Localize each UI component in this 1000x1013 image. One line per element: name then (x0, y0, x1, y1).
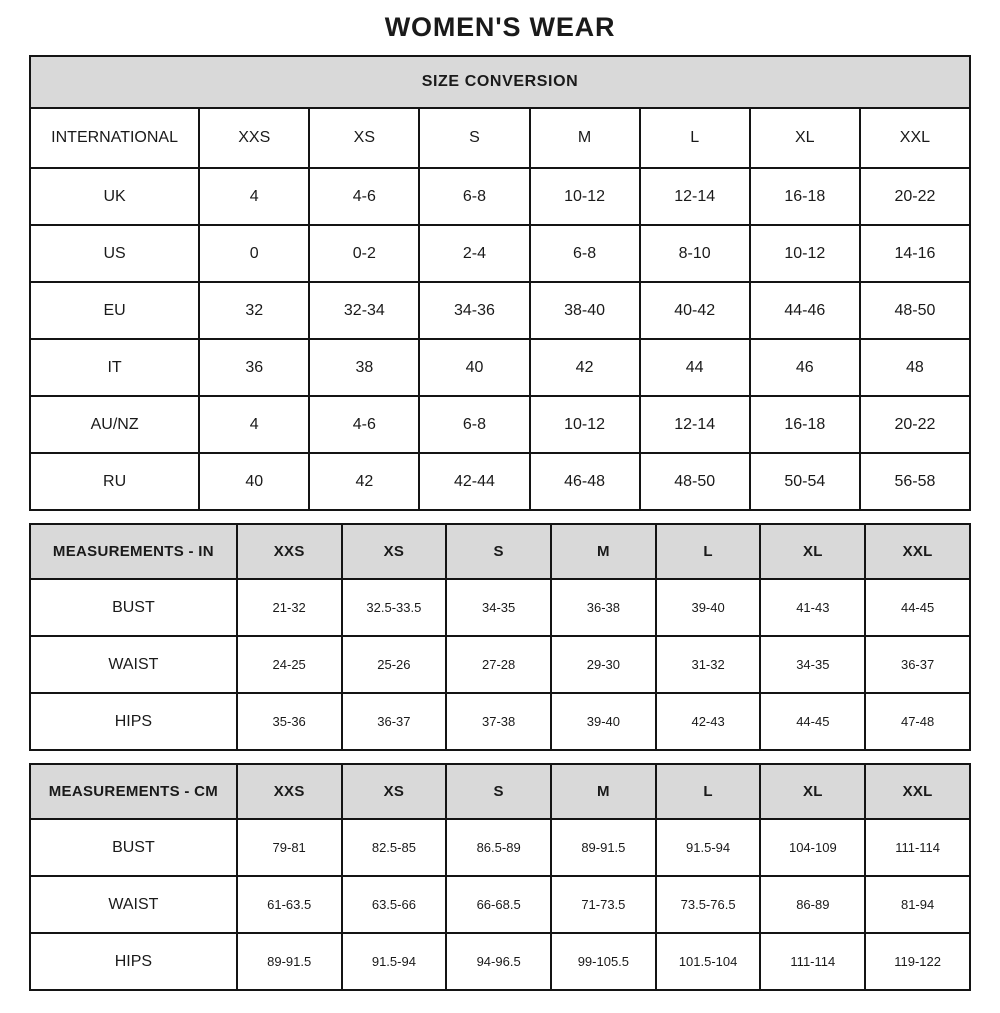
value-cell: 6-8 (530, 225, 640, 282)
value-cell: 44-45 (865, 579, 970, 636)
column-header-cell: L (640, 108, 750, 168)
value-cell: 12-14 (640, 396, 750, 453)
column-header-cell: XL (750, 108, 860, 168)
value-cell: 10-12 (530, 396, 640, 453)
tables-container (29, 55, 971, 991)
value-cell: 2-4 (419, 225, 529, 282)
table-banner-row (30, 56, 970, 108)
value-cell: 4 (199, 168, 309, 225)
row-label-cell: BUST (30, 579, 237, 636)
value-cell: 91.5-94 (342, 933, 447, 990)
value-cell: 50-54 (750, 453, 860, 510)
value-cell: 44-45 (760, 693, 865, 750)
column-header-cell: XXL (865, 524, 970, 579)
value-cell: 44-46 (750, 282, 860, 339)
column-header-cell: XS (309, 108, 419, 168)
value-cell: 4-6 (309, 168, 419, 225)
value-cell: 86.5-89 (446, 819, 551, 876)
column-header-cell: S (419, 108, 529, 168)
measurements-in-table (29, 523, 971, 751)
row-label-cell: RU (30, 453, 199, 510)
column-header-cell: XXS (237, 764, 342, 819)
value-cell: 36-37 (342, 693, 447, 750)
value-cell: 94-96.5 (446, 933, 551, 990)
value-cell: 91.5-94 (656, 819, 761, 876)
value-cell: 38-40 (530, 282, 640, 339)
value-cell: 32 (199, 282, 309, 339)
value-cell: 42 (530, 339, 640, 396)
value-cell: 36-38 (551, 579, 656, 636)
value-cell: 48-50 (640, 453, 750, 510)
value-cell: 89-91.5 (551, 819, 656, 876)
value-cell: 12-14 (640, 168, 750, 225)
row-label-cell: HIPS (30, 693, 237, 750)
value-cell: 42 (309, 453, 419, 510)
column-header-cell: MEASUREMENTS - IN (30, 524, 237, 579)
value-cell: 16-18 (750, 396, 860, 453)
value-cell: 46 (750, 339, 860, 396)
value-cell: 86-89 (760, 876, 865, 933)
value-cell: 71-73.5 (551, 876, 656, 933)
column-header-row (30, 764, 970, 819)
table-row (30, 819, 970, 876)
value-cell: 99-105.5 (551, 933, 656, 990)
value-cell: 81-94 (865, 876, 970, 933)
value-cell: 32.5-33.5 (342, 579, 447, 636)
value-cell: 63.5-66 (342, 876, 447, 933)
value-cell: 119-122 (865, 933, 970, 990)
column-header-cell: XL (760, 524, 865, 579)
value-cell: 20-22 (860, 396, 970, 453)
value-cell: 36-37 (865, 636, 970, 693)
value-cell: 40-42 (640, 282, 750, 339)
table-row (30, 579, 970, 636)
value-cell: 37-38 (446, 693, 551, 750)
value-cell: 35-36 (237, 693, 342, 750)
value-cell: 89-91.5 (237, 933, 342, 990)
column-header-cell: L (656, 764, 761, 819)
value-cell: 111-114 (865, 819, 970, 876)
value-cell: 24-25 (237, 636, 342, 693)
value-cell: 34-35 (760, 636, 865, 693)
row-label-cell: IT (30, 339, 199, 396)
value-cell: 56-58 (860, 453, 970, 510)
column-header-cell: MEASUREMENTS - CM (30, 764, 237, 819)
value-cell: 40 (199, 453, 309, 510)
value-cell: 36 (199, 339, 309, 396)
table-row (30, 876, 970, 933)
row-label-cell: US (30, 225, 199, 282)
column-header-cell: XS (342, 764, 447, 819)
column-header-cell: S (446, 764, 551, 819)
column-header-cell: XS (342, 524, 447, 579)
column-header-row (30, 524, 970, 579)
value-cell: 40 (419, 339, 529, 396)
value-cell: 66-68.5 (446, 876, 551, 933)
value-cell: 31-32 (656, 636, 761, 693)
row-label-cell: HIPS (30, 933, 237, 990)
column-header-cell: INTERNATIONAL (30, 108, 199, 168)
value-cell: 48-50 (860, 282, 970, 339)
table-row (30, 636, 970, 693)
page-title: WOMEN'S WEAR (384, 12, 616, 42)
value-cell: 4 (199, 396, 309, 453)
value-cell: 104-109 (760, 819, 865, 876)
column-header-cell: M (551, 764, 656, 819)
column-header-cell: M (530, 108, 640, 168)
table-row (30, 933, 970, 990)
value-cell: 21-32 (237, 579, 342, 636)
value-cell: 73.5-76.5 (656, 876, 761, 933)
value-cell: 47-48 (865, 693, 970, 750)
table-row (30, 339, 970, 396)
row-label-cell: WAIST (30, 876, 237, 933)
table-row (30, 282, 970, 339)
row-label-cell: UK (30, 168, 199, 225)
value-cell: 32-34 (309, 282, 419, 339)
value-cell: 10-12 (750, 225, 860, 282)
value-cell: 34-35 (446, 579, 551, 636)
value-cell: 38 (309, 339, 419, 396)
table-row (30, 693, 970, 750)
column-header-cell: XXL (860, 108, 970, 168)
measurements-cm-table (29, 763, 971, 991)
row-label-cell: EU (30, 282, 199, 339)
table-row (30, 225, 970, 282)
value-cell: 39-40 (656, 579, 761, 636)
row-label-cell: AU/NZ (30, 396, 199, 453)
value-cell: 16-18 (750, 168, 860, 225)
row-label-cell: WAIST (30, 636, 237, 693)
column-header-cell: XL (760, 764, 865, 819)
column-header-cell: XXS (199, 108, 309, 168)
table-row (30, 396, 970, 453)
value-cell: 79-81 (237, 819, 342, 876)
value-cell: 27-28 (446, 636, 551, 693)
value-cell: 101.5-104 (656, 933, 761, 990)
value-cell: 41-43 (760, 579, 865, 636)
row-label-cell: BUST (30, 819, 237, 876)
table-row (30, 453, 970, 510)
column-header-cell: M (551, 524, 656, 579)
column-header-cell: XXL (865, 764, 970, 819)
value-cell: 10-12 (530, 168, 640, 225)
value-cell: 42-44 (419, 453, 529, 510)
value-cell: 48 (860, 339, 970, 396)
value-cell: 39-40 (551, 693, 656, 750)
column-header-cell: L (656, 524, 761, 579)
column-header-cell: XXS (237, 524, 342, 579)
value-cell: 25-26 (342, 636, 447, 693)
value-cell: 4-6 (309, 396, 419, 453)
column-header-row (30, 108, 970, 168)
column-header-cell: S (446, 524, 551, 579)
value-cell: 0-2 (309, 225, 419, 282)
value-cell: 6-8 (419, 396, 529, 453)
size-conversion-banner: SIZE CONVERSION (30, 56, 970, 108)
value-cell: 46-48 (530, 453, 640, 510)
value-cell: 44 (640, 339, 750, 396)
value-cell: 0 (199, 225, 309, 282)
value-cell: 8-10 (640, 225, 750, 282)
value-cell: 6-8 (419, 168, 529, 225)
value-cell: 20-22 (860, 168, 970, 225)
value-cell: 29-30 (551, 636, 656, 693)
value-cell: 82.5-85 (342, 819, 447, 876)
table-row (30, 168, 970, 225)
value-cell: 111-114 (760, 933, 865, 990)
size-conversion-table (29, 55, 971, 511)
value-cell: 14-16 (860, 225, 970, 282)
value-cell: 42-43 (656, 693, 761, 750)
value-cell: 34-36 (419, 282, 529, 339)
value-cell: 61-63.5 (237, 876, 342, 933)
